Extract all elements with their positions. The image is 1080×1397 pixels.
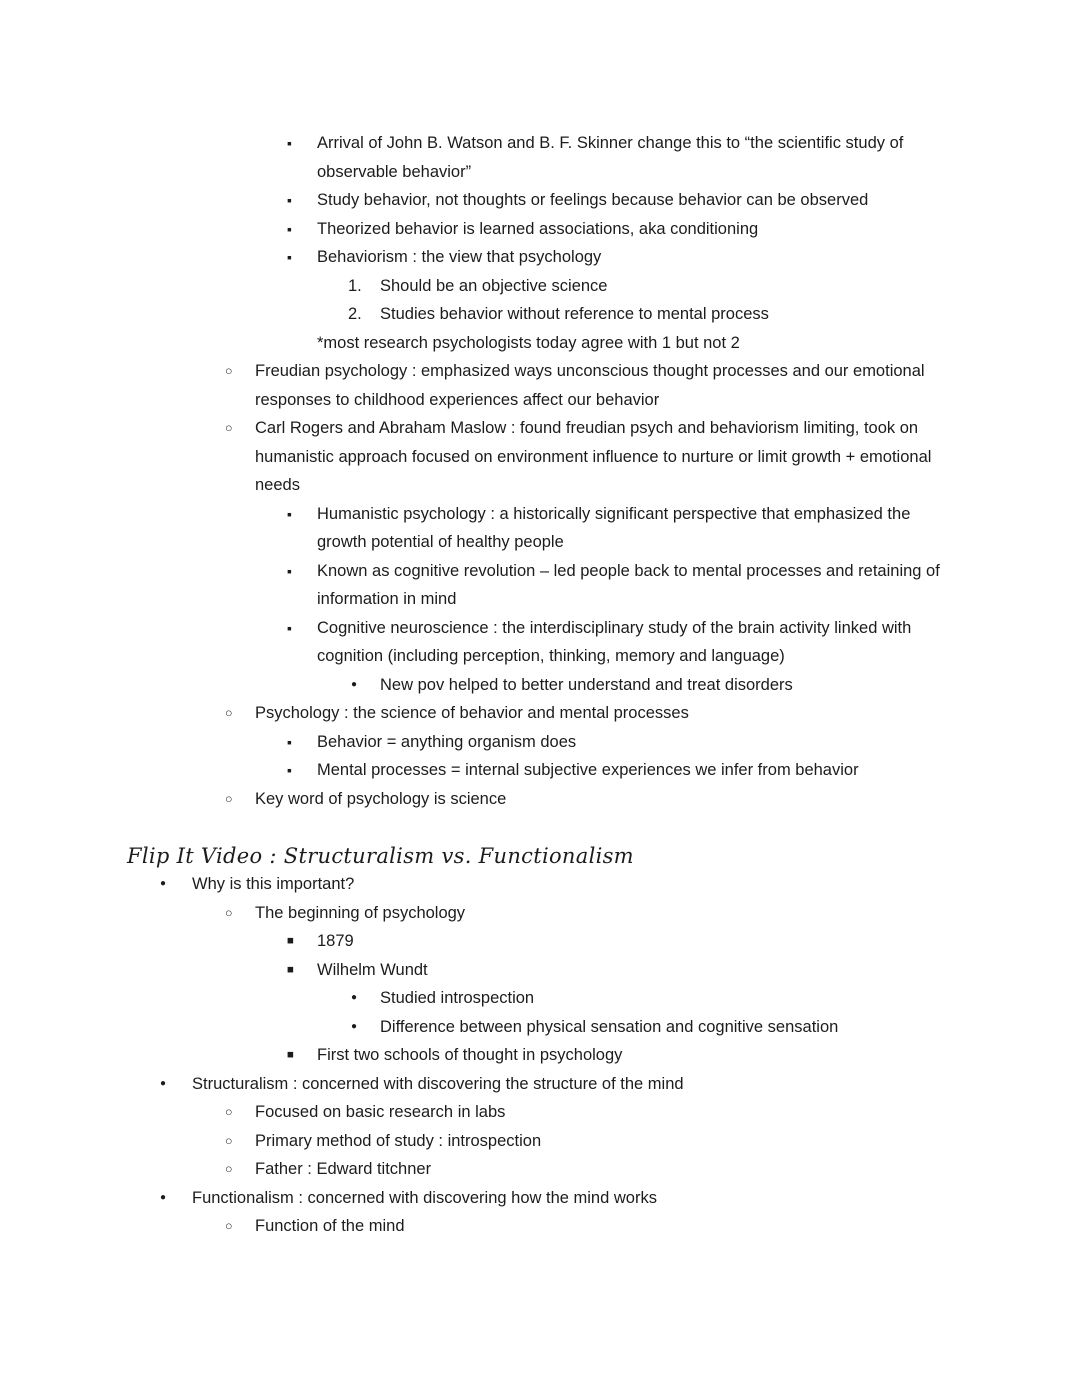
number-marker: 2. bbox=[348, 305, 362, 323]
list-item-text: Carl Rogers and Abraham Maslow : found freudian psych and behaviorism limiting, took on humanistic approach focused on environment influence to nurture or limit growth + emotional needs bbox=[255, 419, 932, 494]
list-item-text: Studied introspection bbox=[380, 989, 535, 1007]
list-item-text: Study behavior, not thoughts or feelings because behavior can be observed bbox=[317, 191, 869, 209]
list-item bbox=[127, 728, 947, 757]
list-item bbox=[127, 414, 947, 500]
list-item bbox=[127, 1013, 947, 1042]
list-item-text: Theorized behavior is learned associations, aka conditioning bbox=[317, 219, 759, 238]
circle-bullet-icon: ○ bbox=[225, 1162, 233, 1176]
list-item bbox=[127, 129, 947, 186]
list-item bbox=[127, 899, 947, 928]
list-item-text: Studies behavior without reference to mental process bbox=[380, 305, 769, 323]
list-item bbox=[127, 870, 947, 899]
list-item bbox=[127, 1184, 947, 1213]
list-item bbox=[127, 1070, 947, 1099]
list-item bbox=[127, 243, 947, 272]
list-item-text: Functionalism : concerned with discovering how the mind works bbox=[192, 1188, 657, 1207]
circle-bullet-icon: ○ bbox=[225, 706, 233, 720]
list-item-text: Known as cognitive revolution – led people back to mental processes and retaining of information in mind bbox=[317, 561, 940, 608]
list-item bbox=[127, 1098, 947, 1127]
list-item bbox=[127, 699, 947, 728]
list-item bbox=[127, 357, 947, 414]
filled-square-bullet-icon: ■ bbox=[287, 935, 294, 947]
list-item bbox=[127, 614, 947, 671]
circle-bullet-icon: ○ bbox=[225, 1133, 233, 1148]
disc-bullet-icon: ● bbox=[351, 678, 358, 690]
list-item bbox=[127, 1155, 947, 1184]
section-heading: Flip It Video : Structuralism vs. Functionalism bbox=[127, 843, 634, 868]
list-item bbox=[127, 671, 947, 700]
number-marker: 1. bbox=[348, 276, 362, 295]
disc-bullet-icon: ● bbox=[160, 878, 167, 889]
circle-bullet-icon: ○ bbox=[225, 1105, 233, 1119]
small-square-bullet-icon: ▪ bbox=[287, 220, 292, 237]
list-item-text: Difference between physical sensation and cognitive sensation bbox=[380, 1017, 839, 1036]
circle-bullet-icon: ○ bbox=[225, 1219, 233, 1233]
small-square-bullet-icon: ▪ bbox=[287, 135, 292, 151]
list-item bbox=[127, 215, 947, 244]
disc-bullet-icon: ● bbox=[160, 1077, 167, 1089]
list-item bbox=[127, 756, 947, 785]
list-item-text: Key word of psychology is science bbox=[255, 789, 507, 808]
list-item bbox=[127, 186, 947, 215]
list-item bbox=[127, 927, 947, 956]
list-item bbox=[127, 1212, 947, 1241]
list-item-text: *most research psychologists today agree with 1 but not 2 bbox=[317, 333, 740, 352]
list-item bbox=[127, 1127, 947, 1156]
list-item-text: Why is this important? bbox=[192, 875, 355, 893]
list-item-text: Mental processes = internal subjective experiences we infer from behavior bbox=[317, 761, 859, 779]
list-item-text: Function of the mind bbox=[255, 1217, 405, 1235]
list-item bbox=[127, 500, 947, 557]
small-square-bullet-icon: ▪ bbox=[287, 192, 292, 208]
list-item bbox=[127, 272, 947, 301]
small-square-bullet-icon: ▪ bbox=[287, 733, 292, 750]
disc-bullet-icon: ● bbox=[351, 992, 358, 1003]
disc-bullet-icon: ● bbox=[160, 1191, 167, 1203]
list-item-text: Father : Edward titchner bbox=[255, 1160, 432, 1178]
list-item-text: New pov helped to better understand and treat disorders bbox=[380, 675, 793, 694]
small-square-bullet-icon: ▪ bbox=[287, 505, 292, 522]
list-item-text: Cognitive neuroscience : the interdisciplinary study of the brain activity linked with cognition (including perception, thinking, memory and language) bbox=[317, 618, 912, 665]
circle-bullet-icon: ○ bbox=[225, 905, 233, 920]
list-item bbox=[127, 300, 947, 329]
disc-bullet-icon: ● bbox=[351, 1020, 358, 1032]
list-item-text: Arrival of John B. Watson and B. F. Skinner change this to “the scientific study of observable behavior” bbox=[317, 134, 904, 181]
filled-square-bullet-icon: ■ bbox=[287, 963, 294, 976]
filled-square-bullet-icon: ■ bbox=[287, 1049, 294, 1061]
small-square-bullet-icon: ▪ bbox=[287, 762, 292, 778]
list-item bbox=[127, 785, 947, 814]
small-square-bullet-icon: ▪ bbox=[287, 249, 292, 265]
list-item bbox=[127, 1041, 947, 1070]
small-square-bullet-icon: ▪ bbox=[287, 619, 292, 636]
circle-bullet-icon: ○ bbox=[225, 421, 233, 435]
list-item bbox=[127, 329, 947, 358]
list-item-text: 1879 bbox=[317, 932, 354, 950]
list-item-text: The beginning of psychology bbox=[255, 903, 466, 922]
small-square-bullet-icon: ▪ bbox=[287, 562, 292, 579]
list-item-text: Primary method of study : introspection bbox=[255, 1131, 542, 1150]
list-item-text: Behavior = anything organism does bbox=[317, 732, 577, 751]
list-item bbox=[127, 557, 947, 614]
list-item-text: Focused on basic research in labs bbox=[255, 1103, 506, 1121]
circle-bullet-icon: ○ bbox=[225, 791, 233, 806]
list-item bbox=[127, 984, 947, 1013]
list-item-text: Wilhelm Wundt bbox=[317, 960, 428, 979]
list-item bbox=[127, 956, 947, 985]
list-item-text: Should be an objective science bbox=[380, 276, 608, 295]
list-item-text: Behaviorism : the view that psychology bbox=[317, 248, 602, 266]
circle-bullet-icon: ○ bbox=[225, 364, 233, 378]
list-item-text: Structuralism : concerned with discovering the structure of the mind bbox=[192, 1074, 684, 1093]
list-item-text: Psychology : the science of behavior and mental processes bbox=[255, 704, 689, 722]
list-item-text: Humanistic psychology : a historically significant perspective that emphasized the growth potential of healthy people bbox=[317, 504, 911, 551]
notes-list bbox=[127, 129, 947, 1241]
list-item-text: First two schools of thought in psychology bbox=[317, 1046, 623, 1064]
list-item-text: Freudian psychology : emphasized ways unconscious thought processes and our emotional responses to childhood experiences affect our behavior bbox=[255, 362, 925, 409]
